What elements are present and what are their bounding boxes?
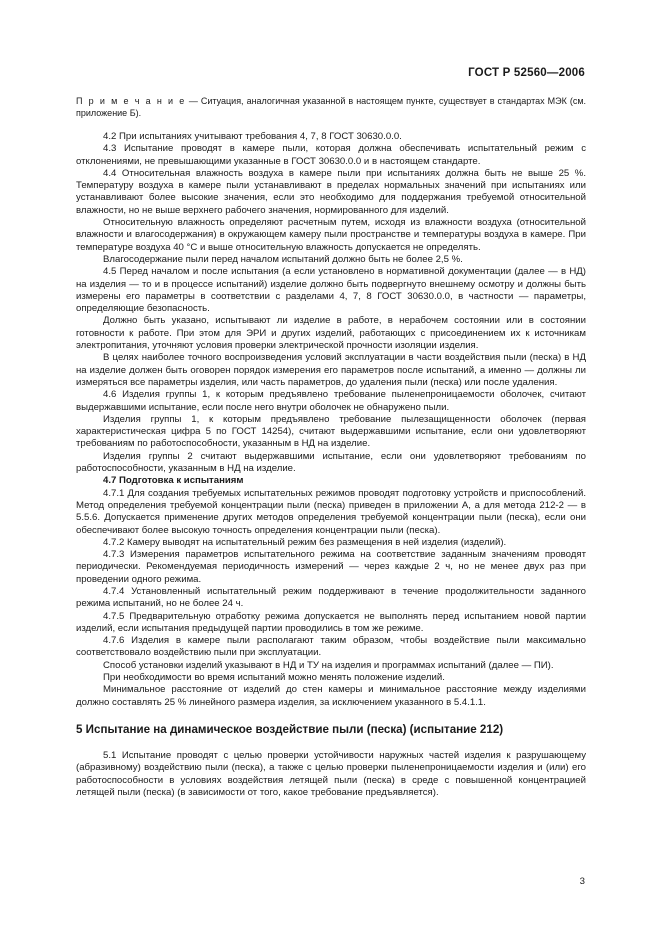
- paragraph-4-6-group1: Изделия группы 1, к которым предъявлено требование пылезащищенности оболочек (первая характеристическая цифра 5 по ГОСТ 14254), считают выдержавшими испытание, если они удовлетворяют требованиям по работоспособности, указанным в НД на изделие.: [76, 413, 586, 450]
- note-paragraph: [76, 96, 586, 119]
- document-body: [76, 96, 586, 799]
- paragraph-4-7-5: 4.7.5 Предварительную отработку режима допускается не выполнять перед испытанием новой партии изделий, если испытания предыдущей партии проводились в том же режиме.: [76, 610, 586, 634]
- note-label: П р и м е ч а н и е: [76, 96, 186, 106]
- paragraph-4-4-moisture: Влагосодержание пыли перед началом испытаний должно быть не более 2,5 %.: [103, 253, 463, 265]
- document-header: ГОСТ Р 52560—2006: [468, 67, 585, 79]
- paragraph-4-7-3: 4.7.3 Измерения параметров испытательного режима на соответствие заданным значениям проводят периодически. Рекомендуемая периодичность измерений — через каждые 2 ч, но не менее двух раз при проведении одного режима.: [76, 549, 586, 585]
- note-text: — Ситуация, аналогичная указанной в настоящем пункте, существует в стандартах МЭК (см. приложение Б).: [76, 96, 587, 118]
- subsection-title-4-7: 4.7 Подготовка к испытаниям: [103, 475, 244, 487]
- paragraph-4-5-order: В целях наиболее точного воспроизведения условий эксплуатации в части воздействия пыли (песка) в НД на изделие должен быть оговорен порядок измерения его параметров после испытаний, а именно — должны ли измеряться все параметры изделия, или часть параметров, до удаления пыли (песка) или после удаления.: [76, 352, 586, 388]
- paragraph-4-6: 4.6 Изделия группы 1, к которым предъявлено требование пыленепроницаемости оболочек, считают выдержавшими испытание, если после него внутри оболочек не обнаружено пыли.: [76, 389, 586, 413]
- paragraph-4-7-6-position: При необходимости во время испытаний можно менять положение изделий.: [103, 672, 445, 684]
- page-number: 3: [579, 876, 585, 887]
- paragraph-4-4: 4.4 Относительная влажность воздуха в камере пыли при испытаниях должна быть не выше 25 %. Температуру воздуха в камере пыли устанавливают в пределах нормальных значений при испытаниях или устанавливают более высокие значения, если это необходимо для поддержания требуемой относительной влажности, но не выше верхнего рабочего значения, нормированного для изделий.: [76, 167, 586, 216]
- section-title-5: 5 Испытание на динамическое воздействие пыли (песка) (испытание 212): [76, 722, 504, 736]
- paragraph-4-7-6-method: Способ установки изделий указывают в НД и ТУ на изделия и программах испытаний (далее — ПИ).: [103, 659, 554, 671]
- paragraph-4-5: 4.5 Перед началом и после испытания (а если установлено в нормативной документации (далее — в НД) на изделия — то и в процессе испытаний) изделие должно быть подвергнуто внешнему осмотру и должны быть измерены его параметры в соответствии с разделами 4, 7, 8 ГОСТ 30630.0.0, в частности — параметры, определяющие безопасность.: [76, 266, 586, 315]
- paragraph-4-7-4: 4.7.4 Установленный испытательный режим поддерживают в течение продолжительности заданного режима испытаний, но не более 24 ч.: [76, 585, 586, 610]
- paragraph-4-6-group2: Изделия группы 2 считают выдержавшими испытание, если они удовлетворяют требованиям по работоспособности, указанным в НД на изделие.: [76, 450, 586, 475]
- paragraph-4-7-6-distance: Минимальное расстояние от изделий до стен камеры и минимальное расстояние между изделиями должно составлять 25 % линейного размера изделия, за исключением указанного в 5.4.1.1.: [76, 684, 586, 708]
- paragraph-4-2: 4.2 При испытаниях учитывают требования 4, 7, 8 ГОСТ 30630.0.0.: [103, 131, 402, 142]
- paragraph-4-7-2: 4.7.2 Камеру выводят на испытательный режим без размещения в ней изделия (изделий).: [103, 536, 507, 548]
- paragraph-4-3: 4.3 Испытание проводят в камере пыли, которая должна обеспечивать испытательный режим с отклонениями, не превышающими указанные в ГОСТ 30630.0.0 и в настоящем стандарте.: [76, 143, 586, 167]
- paragraph-4-7-1: 4.7.1 Для создания требуемых испытательных режимов проводят подготовку устройств и приспособлений. Метод определения требуемой концентрации пыли (песка) приведен в приложении А, а для метода 212-2 — в 5.5.6. Допускается применение других методов определения требуемой концентрации пыли (песка), если они обеспечивают более высокую точность определения концентрации пыли (песка).: [76, 487, 586, 536]
- paragraph-4-4-humidity: Относительную влажность определяют расчетным путем, исходя из влажности воздуха (относительной влажности и влагосодержания) в окружающем камеру пыли пространстве и температуры воздуха в камере. При температуре воздуха 40 °С и выше относительную влажность допускается не определять.: [76, 217, 586, 253]
- paragraph-5-1: 5.1 Испытание проводят с целью проверки устойчивости наружных частей изделия к разрушающему (абразивному) воздействию пыли (песка), а также с целью проверки пыленепроницаемости изделия и (или) его работоспособности в условиях воздействия летящей пыли (песка) в среде с повышенной концентрацией летящей пыли (песка) (в зависимости от того, какое требование предъявляется).: [76, 749, 586, 798]
- paragraph-4-7-6: 4.7.6 Изделия в камере пыли располагают таким образом, чтобы воздействие пыли максимально соответствовало воздействию пыли при эксплуатации.: [76, 635, 586, 659]
- paragraph-4-5-mode: Должно быть указано, испытывают ли изделие в работе, в нерабочем состоянии или в состоянии готовности к работе. При этом для ЭРИ и других изделий, работающих с присоединением их к источникам электропитания, уточняют условия проверки электрической прочности изоляции изделия.: [76, 315, 586, 352]
